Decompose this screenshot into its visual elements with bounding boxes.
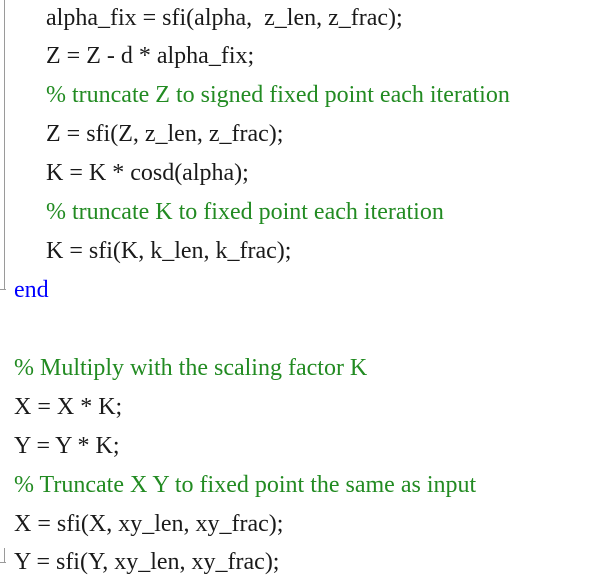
code-line-alpha-fix[interactable]: alpha_fix = sfi(alpha, z_len, z_frac); [46,5,403,31]
keyword-line-end[interactable]: end [14,277,49,303]
fold-end-marker-loop [0,289,6,290]
code-line-x-times-k[interactable]: X = X * K; [14,394,123,420]
fold-guide-loop [4,0,5,290]
code-line-x-sfi[interactable]: X = sfi(X, xy_len, xy_frac); [14,511,284,537]
code-line-k-cosd[interactable]: K = K * cosd(alpha); [46,160,249,186]
code-line-y-sfi[interactable]: Y = sfi(Y, xy_len, xy_frac); [14,549,280,575]
code-line-y-times-k[interactable]: Y = Y * K; [14,433,120,459]
comment-line-truncate-xy[interactable]: % Truncate X Y to fixed point the same as input [14,472,477,498]
code-line-k-sfi[interactable]: K = sfi(K, k_len, k_frac); [46,238,292,264]
code-line-z-sfi[interactable]: Z = sfi(Z, z_len, z_frac); [46,121,284,147]
fold-end-marker-tail [0,562,6,563]
comment-line-multiply-scaling[interactable]: % Multiply with the scaling factor K [14,355,368,381]
code-line-z-update[interactable]: Z = Z - d * alpha_fix; [46,43,255,69]
fold-guide-tail [4,548,5,563]
comment-line-truncate-z[interactable]: % truncate Z to signed fixed point each iteration [46,82,510,108]
comment-line-truncate-k[interactable]: % truncate K to fixed point each iteration [46,199,444,225]
